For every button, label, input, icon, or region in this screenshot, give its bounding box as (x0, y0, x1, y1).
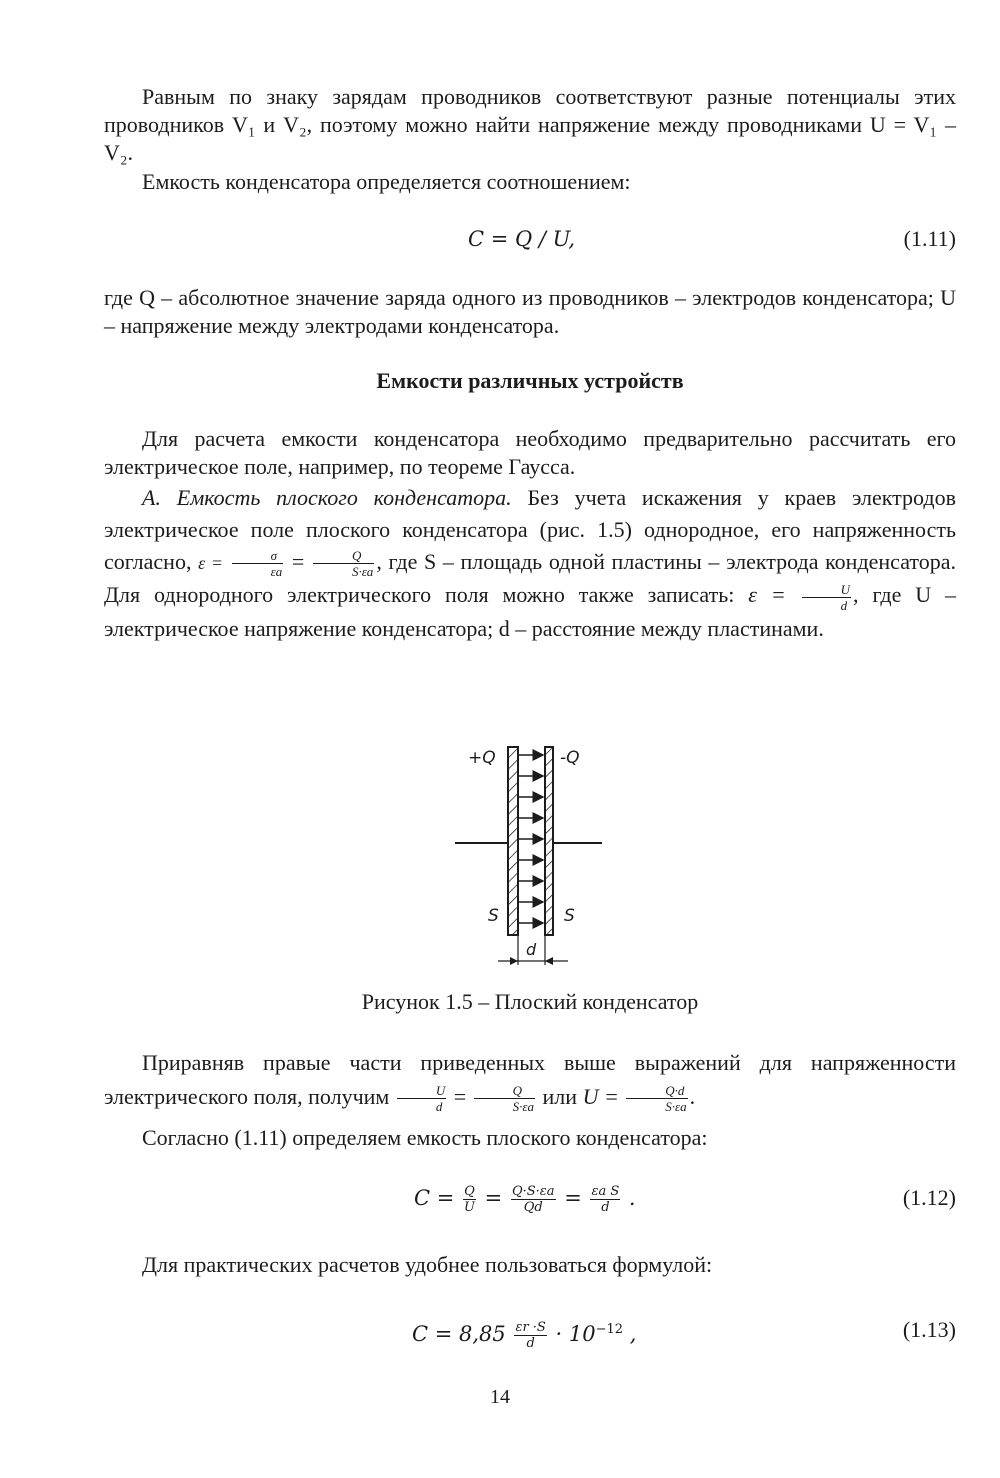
label-d: d (526, 940, 537, 959)
paragraph-gauss: Для расчета емкости конденсатора необходимо предварительно рассчитать его электрическое поле, например, по теореме Гаусса. (104, 426, 956, 479)
fraction-eps-s-d (590, 1184, 620, 1215)
fraction-q-s-eps-rhs (474, 1083, 535, 1114)
paragraph-capacitance-intro: Емкость конденсатора определяется соотношением: (142, 169, 631, 194)
equation-lhs: C = (414, 1186, 455, 1210)
dimension-arrow-right (545, 957, 553, 965)
paragraph-q-definition: где Q – абсолютное значение заряда одного из проводников – электродов конденсатора; U – напряжение между электродами конденсатора. (104, 285, 956, 338)
fraction-denominator: εa (270, 564, 283, 580)
equation-lhs: C = 8,85 (412, 1322, 506, 1346)
fraction-numerator: Q (464, 1184, 475, 1199)
fraction-numerator: σ (232, 548, 284, 564)
paragraph-potentials: Равным по знаку зарядам проводников соответствуют разные потенциалы этих проводников V₁ и V₂, поэтому можно найти напряжение между проводниками U = V₁ – V₂. (104, 84, 956, 165)
equation-1-11 (104, 217, 956, 261)
label-minus-q: -Q (560, 748, 580, 768)
fraction-qseps-qd (511, 1184, 556, 1215)
fraction-u-d-lhs (397, 1083, 446, 1114)
paragraph-flat-capacitor-text-c: где U – электрическое напряжение конденсатора; d – расстояние между пластинами. (104, 582, 957, 641)
capacitor-figure (440, 735, 620, 970)
fraction-numerator: εr ·S (515, 1320, 546, 1335)
equation-1-13-number: (1.13) (902, 1317, 956, 1342)
field-lines (519, 755, 543, 923)
equation-power: · 10 (555, 1322, 596, 1346)
equation-end: , (629, 1322, 637, 1346)
label-s-right: S (564, 906, 575, 926)
fraction-denominator: S·εa (512, 1099, 535, 1115)
subsection-lead: А. Емкость плоского конденсатора. (142, 485, 512, 510)
equation-exponent: −12 (595, 1322, 624, 1337)
fraction-denominator: U (464, 1200, 475, 1215)
paragraph-per-1-11: Согласно (1.11) определяем емкость плоского конденсатора: (142, 1125, 708, 1150)
paragraph-practical: Для практических расчетов удобнее пользоваться формулой: (142, 1252, 713, 1277)
paragraph-equating-text: Приравняв правые части приведенных выше выражений для напряженности электрического поля, получим (104, 1050, 956, 1109)
fraction-numerator: Q·d (626, 1083, 687, 1099)
paragraph-equating-or: или (537, 1084, 583, 1109)
equation-1-11-number: (1.11) (903, 226, 956, 251)
equation-1-13 (104, 1308, 956, 1352)
equation-tail: . (628, 1186, 636, 1210)
right-plate (545, 747, 553, 935)
equation-1-12-body: C = $\frac{Q}{U}$ = $\frac{Q\cdot S\cdot\varepsilon a}{Qd}$ = $\frac{\text{εa S}}{d}$ . (414, 1184, 636, 1215)
fraction-denominator: d (601, 1200, 610, 1215)
fraction-denominator: S·εa (351, 564, 374, 580)
fraction-sigma-eps (232, 548, 284, 579)
fraction-u-d (802, 582, 851, 613)
fraction-q-s-eps (313, 548, 374, 579)
equation-1-12 (104, 1176, 956, 1220)
fraction-numerator: Q·S·εa (511, 1184, 555, 1199)
fraction-numerator: U (802, 582, 851, 598)
label-plus-q: +Q (468, 748, 496, 768)
fraction-numerator: εa S (591, 1184, 620, 1199)
section-heading: Емкости различных устройств (376, 368, 684, 393)
dimension-arrow-left (510, 957, 518, 965)
label-s-left: S (488, 906, 499, 926)
inline-eps-ud-lhs: ε = (748, 582, 786, 608)
equation-1-13-body (412, 1308, 636, 1356)
equation-1-11-body: C = Q / U, (468, 227, 576, 251)
paragraph-equating: Приравняв правые части приведенных выше выражений для напряженности электрического поля, получим $\frac{U}{d}$ = $\frac{Q}{S\cdot\varepsilon a}$ или U = $\frac{Q\cdot d}{S\cdot\varepsilon a}$ . (104, 1050, 956, 1115)
left-plate (508, 747, 518, 935)
equation-1-12-number: (1.12) (902, 1185, 956, 1210)
inline-u-lhs: U = (582, 1084, 619, 1109)
fraction-numerator: Q (474, 1083, 535, 1099)
fraction-qd-s-eps (626, 1083, 687, 1114)
fraction-numerator: U (397, 1083, 446, 1099)
fraction-denominator: d (526, 1336, 535, 1351)
fraction-denominator: d (840, 597, 848, 613)
fraction-denominator: Qd (523, 1200, 543, 1215)
fraction-epsr-s-d (514, 1320, 546, 1351)
fraction-denominator: d (435, 1099, 443, 1115)
paragraph-flat-capacitor-text-b: , где S – площадь одной пластины – электрода конденсатора. Для однородного электрического поля можно также записать: (104, 549, 956, 608)
inline-eps-lhs: ε = (198, 553, 223, 573)
paragraph-flat-capacitor-text-a: Без учета искажения у краев электродов электрическое поле плоского конденсатора (рис. 1.5) однородное, его напряженность согласно, (104, 485, 956, 574)
paragraph-flat-capacitor: А. Емкость плоского конденсатора. Без учета искажения у краев электродов электрическое поле плоского конденсатора (рис. 1.5) однородное, его напряженность согласно, ε = $\frac{\sigma}{\varepsilon a}$ = $\frac{Q}{S\cdot\varepsilon a}$ , где S – площадь одной пластины – электрода конденсатора. Для однородного электрического поля можно также записать: ε = $\frac{U}{d}$ , где U – электрическое напряжение конденсатора; d – расстояние между пластинами. (104, 485, 957, 641)
page-number: 14 (490, 1386, 510, 1408)
fraction-numerator: Q (313, 548, 374, 564)
figure-caption: Рисунок 1.5 – Плоский конденсатор (361, 989, 699, 1014)
fraction-denominator: S·εa (665, 1099, 687, 1115)
fraction-q-u (463, 1184, 476, 1215)
